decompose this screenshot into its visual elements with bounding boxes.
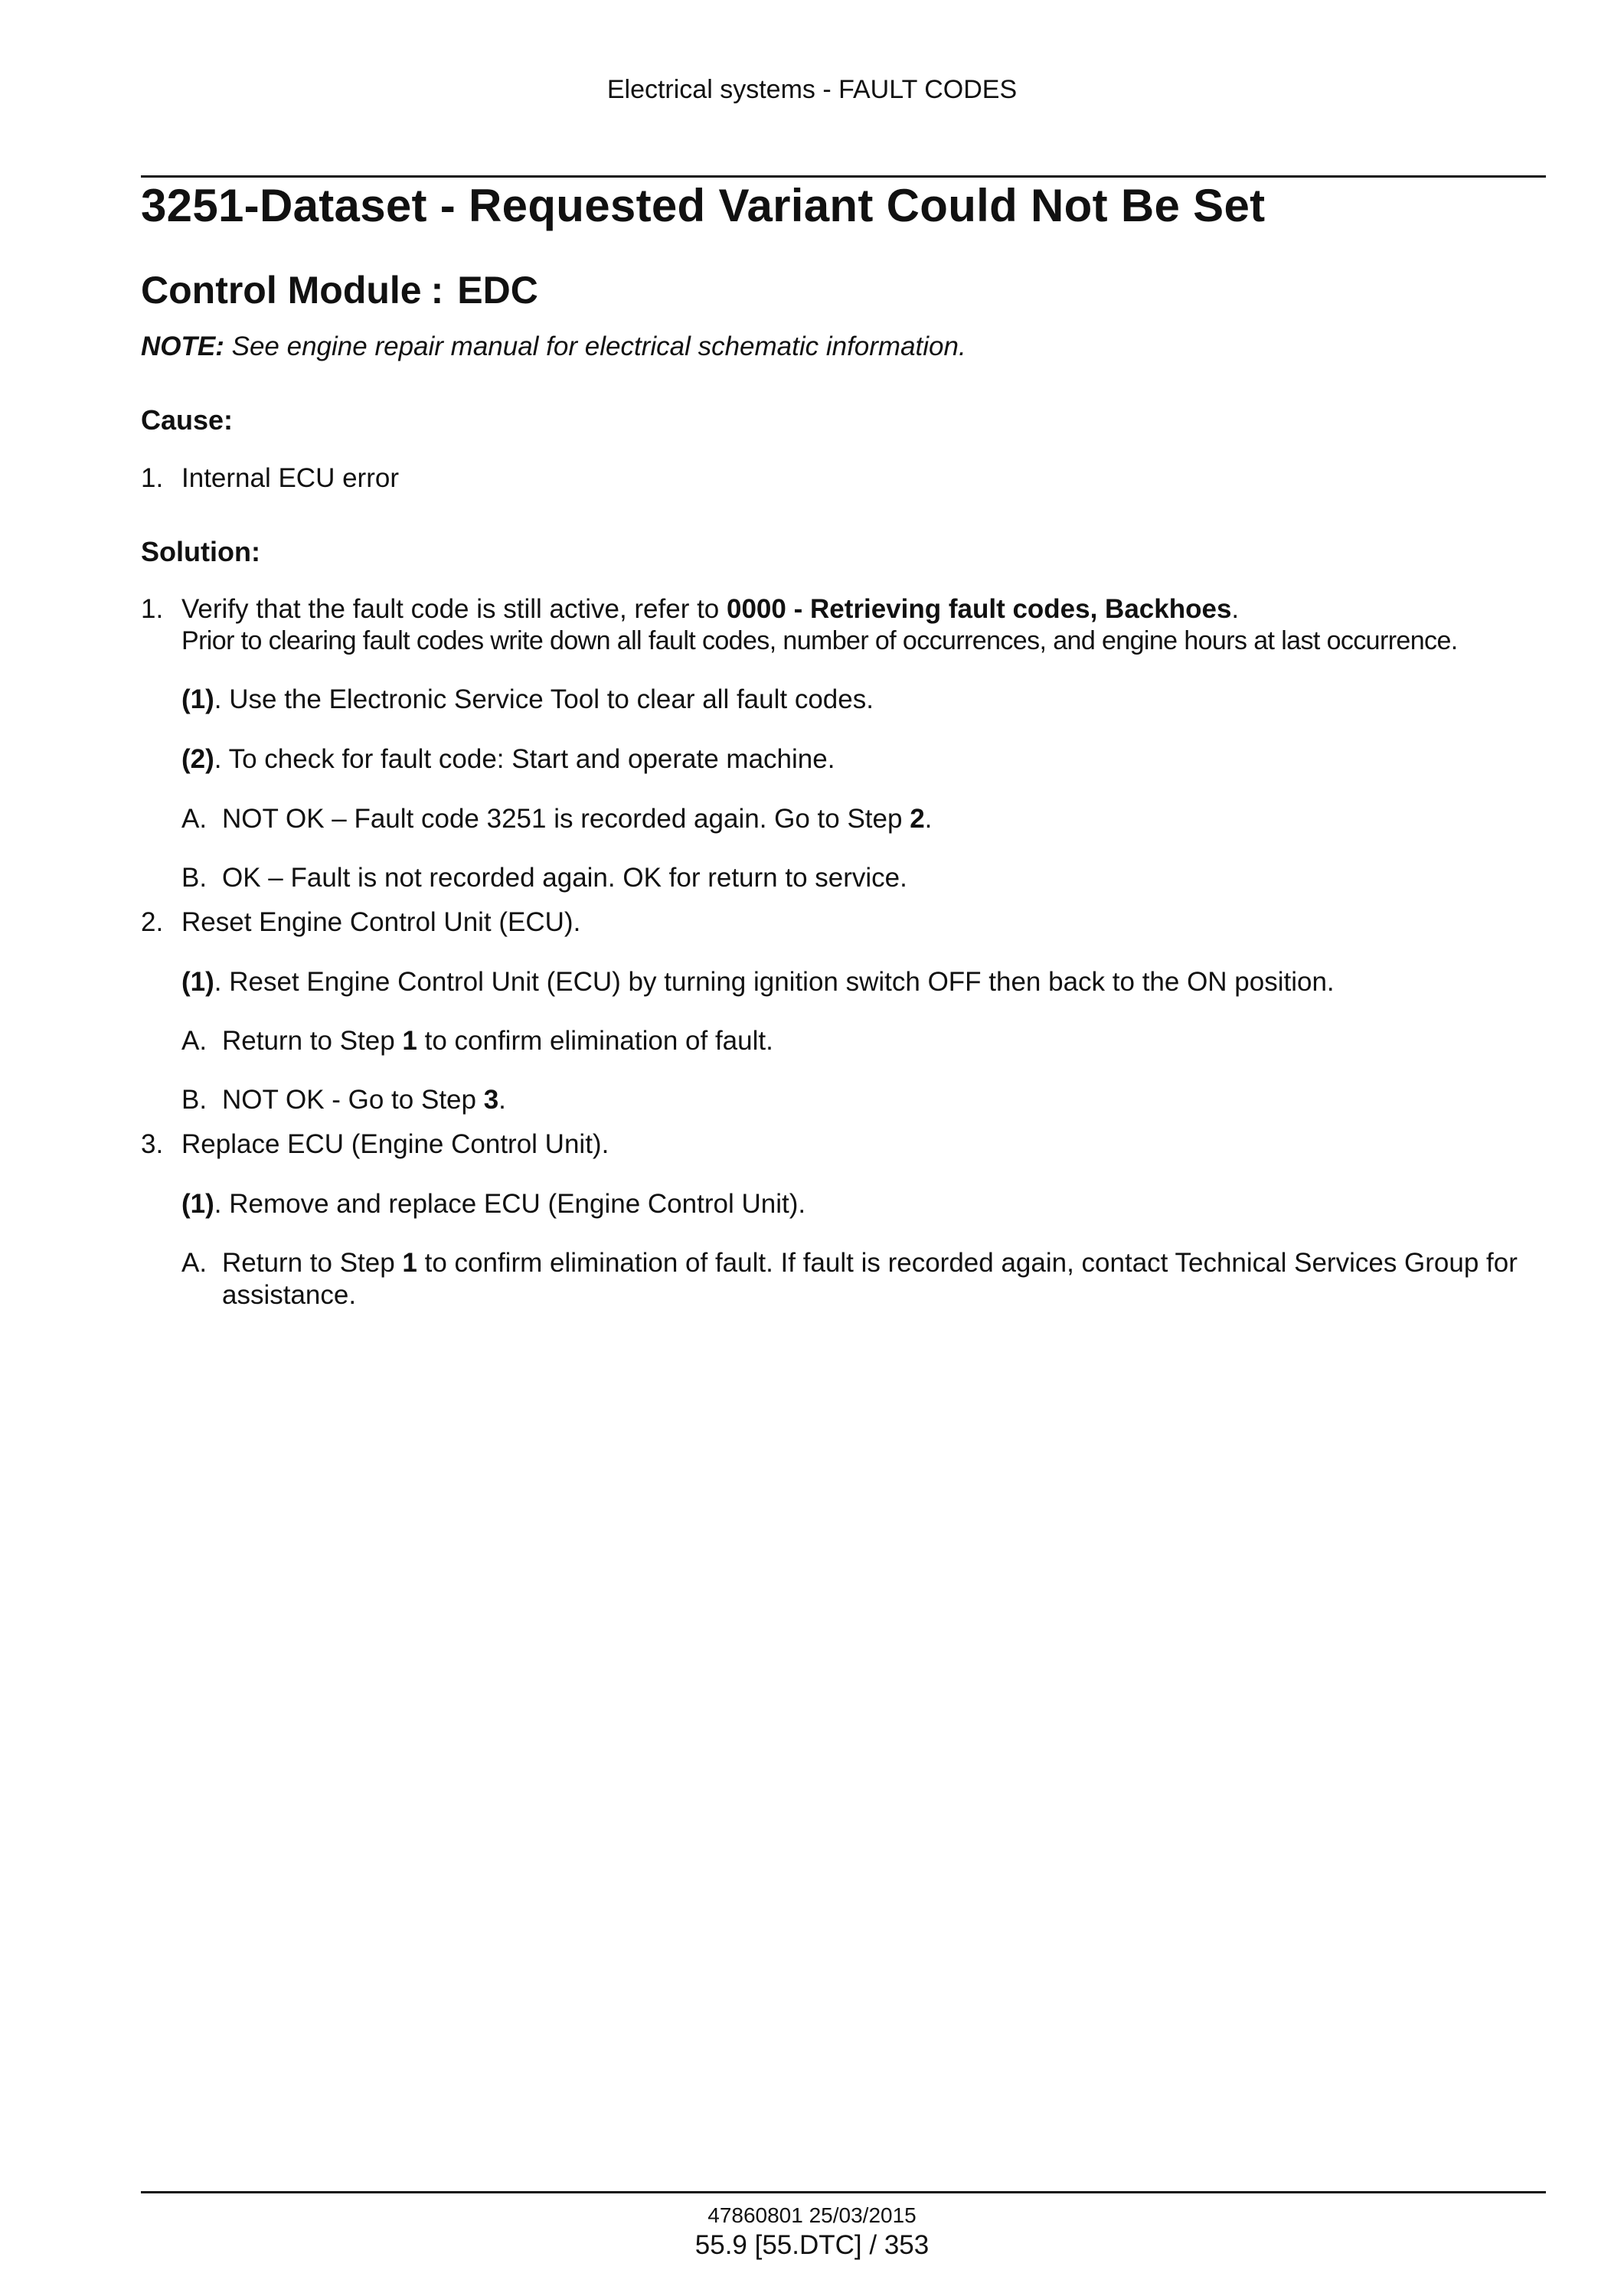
solution-heading: Solution: <box>141 536 260 567</box>
step-1-option-b-letter: B. <box>181 863 207 893</box>
step-2-option-b-text: NOT OK - Go to Step <box>222 1085 484 1115</box>
step-2-option-b <box>222 1085 506 1115</box>
step-2-sub-1-text: . Reset Engine Control Unit (ECU) by turning ignition switch OFF then back to the ON position. <box>214 967 1335 997</box>
step-1-option-a-step: 2 <box>910 804 925 834</box>
running-header: Electrical systems - FAULT CODES <box>606 75 1018 104</box>
step-2-text: Reset Engine Control Unit (ECU). <box>181 907 581 937</box>
step-2-number: 2. <box>141 907 164 937</box>
footer-page-number: 55.9 [55.DTC] / 353 <box>694 2230 930 2260</box>
step-1-number: 1. <box>141 594 164 624</box>
step-1-sub-2 <box>181 744 835 775</box>
step-2-option-a-letter: A. <box>181 1026 207 1056</box>
step-3-option-a-text: Return to Step <box>222 1248 403 1278</box>
control-module-colon: : <box>430 269 444 312</box>
step-3-option-a-step: 1 <box>402 1248 417 1278</box>
step-1-text-b: . <box>1231 594 1240 624</box>
note-text: See engine repair manual for electrical schematic information. <box>231 331 966 361</box>
cause-heading: Cause: <box>141 404 234 436</box>
step-2-option-a-text: Return to Step <box>222 1026 403 1056</box>
step-1-text <box>181 594 1239 625</box>
step-1-sub-2-label: (2) <box>181 744 214 774</box>
note-label: NOTE: <box>141 331 224 361</box>
step-3-sub-1 <box>181 1189 805 1220</box>
step-1-reference-link[interactable]: 0000 - Retrieving fault codes, Backhoes <box>727 594 1232 624</box>
step-1-sub-1-text: . Use the Electronic Service Tool to clear all fault codes. <box>214 684 874 714</box>
page-title: 3251-Dataset - Requested Variant Could Not Be Set <box>141 180 1266 231</box>
step-1-option-a <box>222 804 932 834</box>
step-2-sub-1 <box>181 967 1335 998</box>
footer-document-id: 47860801 25/03/2015 <box>707 2203 917 2227</box>
step-2-option-a <box>222 1026 773 1057</box>
note <box>141 331 966 362</box>
step-3-option-a-line-2: assistance. <box>222 1280 357 1310</box>
step-2-option-b-step: 3 <box>483 1085 499 1115</box>
step-3-sub-1-label: (1) <box>181 1189 214 1219</box>
header-rule <box>141 175 1546 178</box>
step-1-text-a: Verify that the fault code is still active, refer to <box>181 594 727 624</box>
step-1-line-2: Prior to clearing fault codes write down all fault codes, number of occurrences, and engine hours at last occurrence. <box>181 626 1458 655</box>
step-2-sub-1-label: (1) <box>181 967 214 997</box>
step-1-option-a-letter: A. <box>181 804 207 834</box>
step-2-option-a-step: 1 <box>402 1026 417 1056</box>
step-3-option-a-letter: A. <box>181 1248 207 1278</box>
step-1-sub-1-label: (1) <box>181 684 214 714</box>
control-module-label: Control Module <box>141 269 422 312</box>
step-3-text: Replace ECU (Engine Control Unit). <box>181 1129 609 1159</box>
step-1-option-a-end: . <box>924 804 933 834</box>
step-1-option-b-text: OK – Fault is not recorded again. OK for return to service. <box>222 863 907 893</box>
cause-item-number: 1. <box>141 463 164 493</box>
step-1-option-a-text: NOT OK – Fault code 3251 is recorded again. Go to Step <box>222 804 910 834</box>
step-3-option-a <box>222 1248 1518 1279</box>
step-2-option-b-end: . <box>498 1085 506 1115</box>
footer-rule <box>141 2191 1546 2193</box>
control-module-value: EDC <box>457 269 538 312</box>
step-2-option-a-end: to confirm elimination of fault. <box>417 1026 773 1056</box>
step-3-number: 3. <box>141 1129 164 1159</box>
step-1-sub-1 <box>181 684 874 715</box>
step-1-sub-2-text: . To check for fault code: Start and operate machine. <box>214 744 835 774</box>
step-3-option-a-end: to confirm elimination of fault. If fault is recorded again, contact Technical Services Group for <box>417 1248 1518 1278</box>
cause-item-text: Internal ECU error <box>181 463 399 493</box>
step-3-sub-1-text: . Remove and replace ECU (Engine Control Unit). <box>214 1189 806 1219</box>
step-2-option-b-letter: B. <box>181 1085 207 1115</box>
control-module-heading <box>141 268 538 312</box>
